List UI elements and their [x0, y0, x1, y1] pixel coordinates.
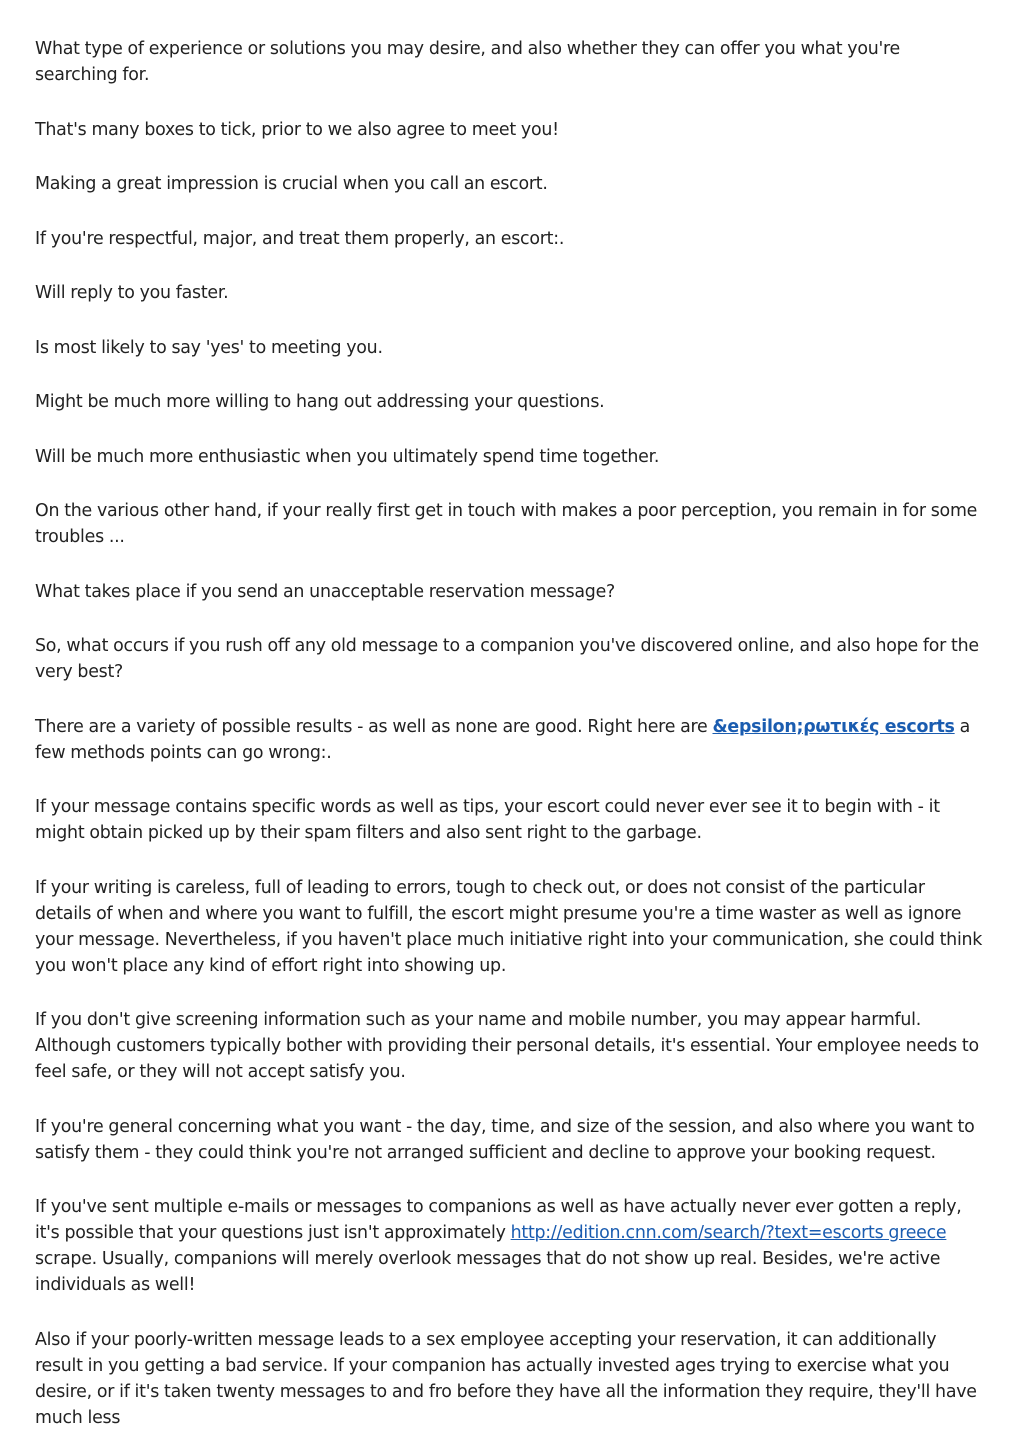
paragraph: What takes place if you send an unacceptable reservation message? [35, 581, 616, 602]
paragraph-text-before-link: If you've sent multiple e-mails or messages to companions as well as have actually never ever gotten a reply, it's possible that your questions just isn't approximately [35, 1197, 962, 1243]
paragraph: If your writing is careless, full of leading to errors, tough to check out, or does not consist of the particular details of when and where you want to fulfill, the escort might presume you're a time waster as well as ignore your message. Nevertheless, if you haven't place much initiative right into your communication, she could think you won't place any kind of effort right into showing up. [35, 877, 983, 976]
paragraph: Will be much more enthusiastic when you ultimately spend time together. [35, 446, 660, 467]
paragraph: If you're respectful, major, and treat them properly, an escort:. [35, 228, 565, 249]
cnn-search-link[interactable]: http://edition.cnn.com/search/?text=escorts greece [510, 1223, 947, 1243]
paragraph: If you're general concerning what you want - the day, time, and size of the session, and also where you want to satisfy them - they could think you're not arranged sufficient and decline to approve your booking request. [35, 1116, 975, 1163]
paragraph-with-link [35, 714, 984, 766]
escorts-link[interactable]: &epsilon;ρωτικές escorts [712, 716, 955, 737]
paragraph: That's many boxes to tick, prior to we also agree to meet you! [35, 119, 559, 140]
paragraph: Might be much more willing to hang out addressing your questions. [35, 392, 605, 412]
paragraph-text-after-link: scrape. Usually, companions will merely overlook messages that do not show up real. Besides, we're active individuals as well! [35, 1249, 941, 1295]
paragraph: So, what occurs if you rush off any old message to a companion you've discovered online, and also hope for the very best? [35, 636, 979, 682]
paragraph-text-after-link: a few methods points can go wrong:. [35, 716, 971, 763]
paragraph: Will reply to you faster. [35, 283, 229, 303]
paragraph: On the various other hand, if your really first get in touch with makes a poor perception, you remain in for some troubles ... [35, 501, 978, 547]
paragraph: If you don't give screening information such as your name and mobile number, you may appear harmful. Although customers typically bother with providing their personal details, it's essential. Your employee needs to feel safe, or they will not accept satisfy you. [35, 1010, 979, 1082]
paragraph: If your message contains specific words as well as tips, your escort could never ever see it to begin with - it might obtain picked up by their spam filters and also sent right to the garbage. [35, 797, 940, 843]
paragraph: What type of experience or solutions you may desire, and also whether they can offer you what you're searching for. [35, 39, 900, 85]
paragraph-with-link [35, 1194, 984, 1298]
paragraph-text-before-link: There are a variety of possible results - as well as none are good. Right here are [35, 716, 713, 737]
paragraph: Also if your poorly-written message leads to a sex employee accepting your reservation, it can additionally result in you getting a bad service. If your companion has actually invested ages trying to exercise what you desire, or if it's taken twenty messages to and fro before they have all the information they require, they'll have much less [35, 1329, 977, 1428]
paragraph: Making a great impression is crucial when you call an escort. [35, 174, 548, 194]
paragraph: Is most likely to say 'yes' to meeting you. [35, 337, 383, 358]
